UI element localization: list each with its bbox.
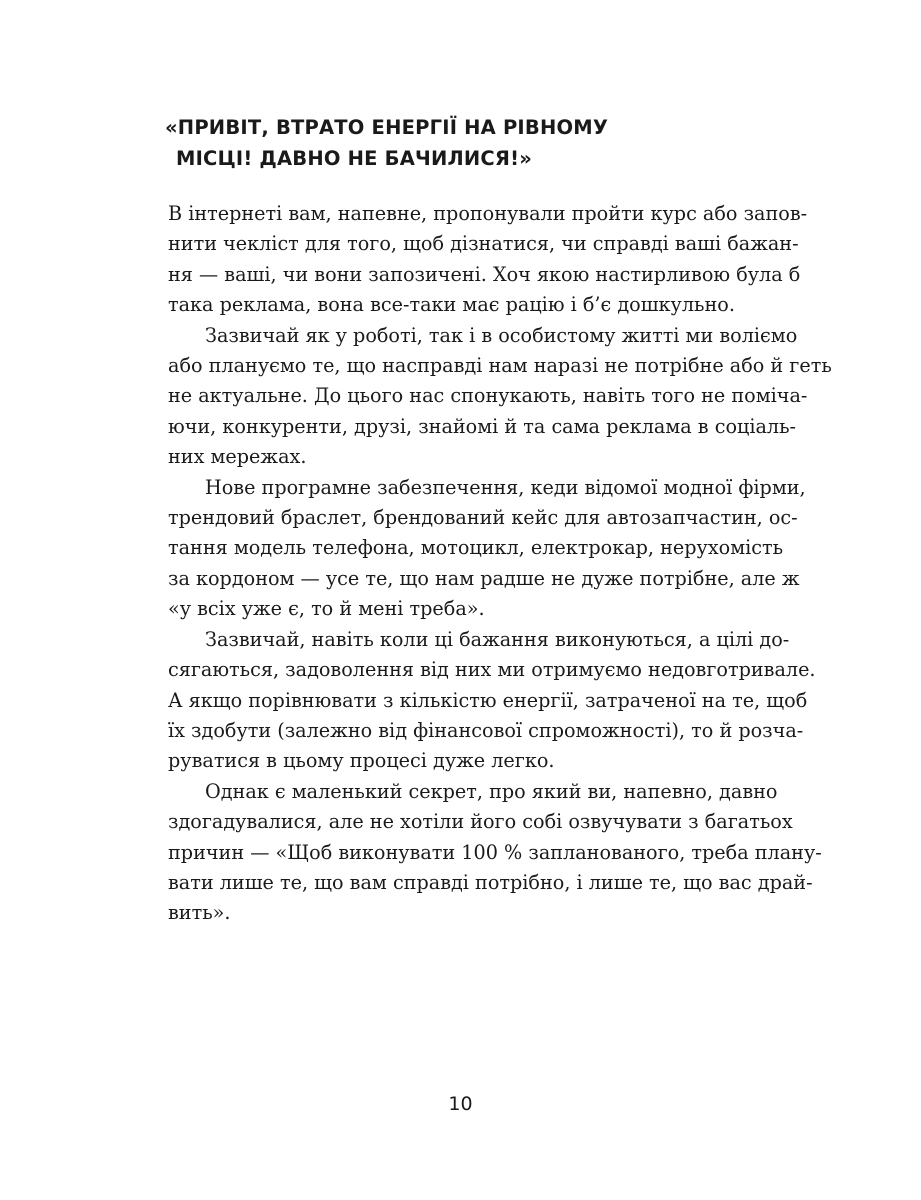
text-line: Однак є маленький секрет, про який ви, напевно, давно bbox=[205, 779, 778, 803]
page-number: 10 bbox=[448, 1093, 473, 1115]
section-heading bbox=[165, 112, 765, 174]
text-line: їх здобути (залежно від фінансової спроможності), то й розча- bbox=[168, 718, 804, 742]
paragraph-3 bbox=[168, 473, 806, 625]
text-line: них мережах. bbox=[168, 445, 307, 469]
paragraph-5 bbox=[168, 777, 822, 929]
text-line: причин — «Щоб виконувати 100 % запланованого, треба плану- bbox=[168, 840, 822, 864]
text-line: за кордоном — усе те, що нам радше не дуже потрібне, але ж bbox=[168, 566, 800, 590]
text-line: тання модель телефона, мотоцикл, електрокар, нерухомість bbox=[168, 536, 784, 560]
text-line: Нове програмне забезпечення, кеди відомої модної фірми, bbox=[205, 475, 806, 499]
text-line: ючи, конкуренти, друзі, знайомі й та сама реклама в соціаль- bbox=[168, 414, 797, 438]
text-line: вить». bbox=[168, 901, 231, 925]
text-line: трендовий браслет, брендований кейс для автозапчастин, ос- bbox=[168, 506, 798, 530]
text-line: нити чекліст для того, щоб дізнатися, чи справді ваші бажан- bbox=[168, 232, 799, 256]
text-line: Зазвичай, навіть коли ці бажання виконуються, а цілі до- bbox=[205, 627, 790, 651]
text-line: руватися в цьому процесі дуже легко. bbox=[168, 749, 555, 773]
text-line: не актуальне. До цього нас спонукають, навіть того не поміча- bbox=[168, 384, 808, 408]
text-line: А якщо порівнювати з кількістю енергії, затраченої на те, щоб bbox=[168, 688, 808, 712]
text-line: здогадувалися, але не хотіли його собі озвучувати з багатьох bbox=[168, 810, 793, 834]
paragraph-4 bbox=[168, 625, 816, 777]
heading-line: МІСЦІ! ДАВНО НЕ БАЧИЛИСЯ!» bbox=[176, 147, 532, 170]
text-line: або плануємо те, що насправді нам наразі не потрібне або й геть bbox=[168, 354, 832, 378]
text-line: В інтернеті вам, напевне, пропонували пройти курс або запов- bbox=[168, 202, 808, 225]
text-line: ня — ваші, чи вони запозичені. Хоч якою настирливою була б bbox=[168, 262, 801, 286]
paragraph-1 bbox=[168, 199, 808, 321]
text-line: така реклама, вона все-таки має рацію і б’є дошкульно. bbox=[168, 293, 735, 317]
text-line: «у всіх уже є, то й мені треба». bbox=[168, 597, 485, 621]
text-line: сягаються, задоволення від них ми отримуємо недовготривале. bbox=[168, 658, 816, 682]
paragraph-2 bbox=[168, 321, 832, 473]
heading-line: «ПРИВІТ, ВТРАТО ЕНЕРГІЇ НА РІВНОМУ bbox=[165, 116, 609, 139]
text-line: Зазвичай як у роботі, так і в особистому житті ми воліємо bbox=[205, 323, 798, 347]
text-line: вати лише те, що вам справді потрібно, і лише те, що вас драй- bbox=[168, 870, 813, 894]
body-text bbox=[168, 199, 832, 929]
